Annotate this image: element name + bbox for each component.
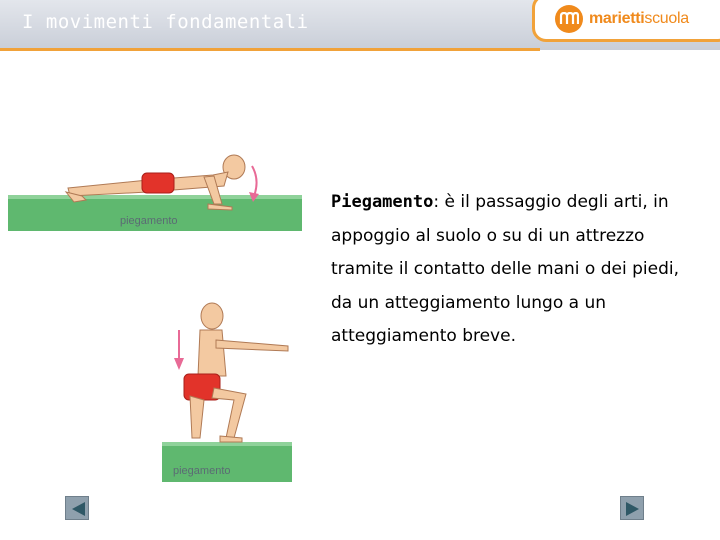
term-label: Piegamento [331, 192, 434, 212]
brand-light: scuola [644, 10, 689, 27]
brand-logo-text [589, 10, 689, 28]
mat-top-shade [162, 442, 292, 446]
marietti-logo-icon [555, 5, 583, 33]
brand-bold: marietti [589, 10, 645, 27]
arrow-down-icon [174, 330, 184, 370]
next-slide-button[interactable] [620, 496, 644, 520]
triangle-left-icon [69, 500, 87, 518]
illustration-caption: piegamento [120, 215, 178, 227]
previous-slide-button[interactable] [65, 496, 89, 520]
header-accent-line [0, 48, 540, 51]
definition-text [331, 186, 701, 354]
page-title: I movimenti fondamentali [22, 11, 309, 33]
mat-top-shade [8, 195, 302, 199]
illustration-caption: piegamento [173, 465, 231, 477]
squat-illustration [160, 296, 300, 484]
squat-figure [184, 303, 288, 442]
triangle-right-icon [624, 500, 642, 518]
definition-body: : è il passaggio degli arti, in appoggio al suolo o su di un attrezzo tramite il contatto delle mani o dei piedi, da un atteggiamento lungo a un atteggiamento breve. [331, 192, 679, 347]
